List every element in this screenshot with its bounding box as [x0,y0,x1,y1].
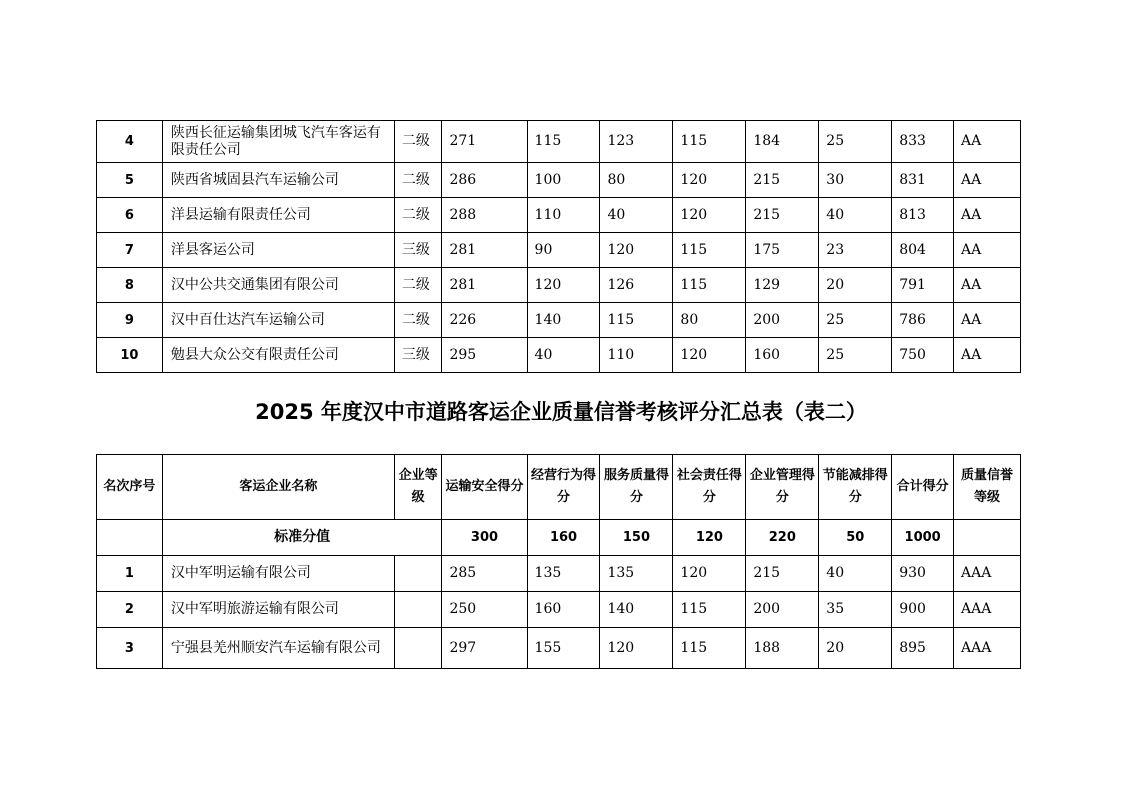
rank-cell: 6 [97,198,163,233]
management-score-cell: 129 [746,268,819,303]
management-score-cell: 175 [746,233,819,268]
score-table-continued [96,120,1021,373]
table-row [97,338,1021,373]
social-score-cell: 115 [673,268,746,303]
energy-score-cell: 25 [819,121,892,163]
table-row [97,556,1021,592]
standard-score-label: 标准分值 [162,520,442,556]
management-score-cell: 160 [746,338,819,373]
table-row [97,163,1021,198]
table2-body [97,455,1021,669]
service-score-cell: 80 [600,163,673,198]
header-safety: 运输安全得分 [442,455,527,520]
operation-score-cell: 100 [527,163,600,198]
social-score-cell: 80 [673,303,746,338]
management-score-cell: 215 [746,163,819,198]
rank-cell: 2 [97,592,163,628]
company-name-cell: 陕西省城固县汽车运输公司 [162,163,394,198]
level-cell: 二级 [394,303,442,338]
social-score-cell: 120 [673,338,746,373]
company-name-cell: 汉中百仕达汽车运输公司 [162,303,394,338]
header-service: 服务质量得分 [600,455,673,520]
level-cell: 二级 [394,198,442,233]
energy-score-cell: 25 [819,303,892,338]
grade-cell: AA [954,198,1021,233]
total-score-cell: 895 [892,628,954,669]
service-score-cell: 40 [600,198,673,233]
energy-score-cell: 35 [819,592,892,628]
header-management: 企业管理得分 [746,455,819,520]
level-cell: 三级 [394,338,442,373]
page-title: 2025 年度汉中市道路客运企业质量信誉考核评分汇总表（表二） [255,400,867,424]
standard-operation: 160 [527,520,600,556]
score-table-2 [96,454,1021,669]
operation-score-cell: 115 [527,121,600,163]
table-header-row [97,455,1021,520]
header-social: 社会责任得分 [673,455,746,520]
grade-cell: AAA [954,556,1021,592]
safety-score-cell: 288 [442,198,527,233]
safety-score-cell: 281 [442,268,527,303]
service-score-cell: 120 [600,233,673,268]
safety-score-cell: 271 [442,121,527,163]
header-operation: 经营行为得分 [527,455,600,520]
header-level: 企业等级 [394,455,442,520]
social-score-cell: 115 [673,592,746,628]
total-score-cell: 791 [892,268,954,303]
rank-cell: 9 [97,303,163,338]
total-score-cell: 813 [892,198,954,233]
grade-cell: AA [954,121,1021,163]
safety-score-cell: 285 [442,556,527,592]
safety-score-cell: 297 [442,628,527,669]
company-name-cell: 勉县大众公交有限责任公司 [162,338,394,373]
table-row [97,268,1021,303]
management-score-cell: 184 [746,121,819,163]
operation-score-cell: 160 [527,592,600,628]
empty-cell [97,520,163,556]
standard-score-row [97,520,1021,556]
table-row [97,628,1021,669]
operation-score-cell: 140 [527,303,600,338]
operation-score-cell: 155 [527,628,600,669]
service-score-cell: 110 [600,338,673,373]
rank-cell: 8 [97,268,163,303]
social-score-cell: 120 [673,556,746,592]
standard-total: 1000 [892,520,954,556]
social-score-cell: 115 [673,628,746,669]
grade-cell: AA [954,163,1021,198]
service-score-cell: 126 [600,268,673,303]
total-score-cell: 930 [892,556,954,592]
energy-score-cell: 20 [819,628,892,669]
total-score-cell: 900 [892,592,954,628]
safety-score-cell: 281 [442,233,527,268]
table-row [97,233,1021,268]
company-name-cell: 洋县运输有限责任公司 [162,198,394,233]
social-score-cell: 115 [673,233,746,268]
level-cell [394,556,442,592]
total-score-cell: 831 [892,163,954,198]
empty-cell [954,520,1021,556]
rank-cell: 3 [97,628,163,669]
grade-cell: AA [954,338,1021,373]
total-score-cell: 786 [892,303,954,338]
service-score-cell: 115 [600,303,673,338]
rank-cell: 10 [97,338,163,373]
safety-score-cell: 250 [442,592,527,628]
standard-management: 220 [746,520,819,556]
management-score-cell: 215 [746,198,819,233]
company-name-cell: 汉中军明旅游运输有限公司 [162,592,394,628]
safety-score-cell: 295 [442,338,527,373]
standard-service: 150 [600,520,673,556]
energy-score-cell: 20 [819,268,892,303]
energy-score-cell: 30 [819,163,892,198]
table-row [97,592,1021,628]
company-name-cell: 陕西长征运输集团城飞汽车客运有限责任公司 [162,121,394,163]
operation-score-cell: 110 [527,198,600,233]
level-cell: 二级 [394,163,442,198]
level-cell [394,592,442,628]
rank-cell: 1 [97,556,163,592]
total-score-cell: 833 [892,121,954,163]
energy-score-cell: 40 [819,198,892,233]
rank-cell: 7 [97,233,163,268]
operation-score-cell: 40 [527,338,600,373]
social-score-cell: 115 [673,121,746,163]
header-rank: 名次序号 [97,455,163,520]
table1-body [97,121,1021,373]
grade-cell: AA [954,268,1021,303]
operation-score-cell: 135 [527,556,600,592]
energy-score-cell: 40 [819,556,892,592]
grade-cell: AAA [954,592,1021,628]
service-score-cell: 123 [600,121,673,163]
social-score-cell: 120 [673,163,746,198]
header-grade: 质量信誉等级 [954,455,1021,520]
operation-score-cell: 120 [527,268,600,303]
header-company-name: 客运企业名称 [162,455,394,520]
level-cell: 二级 [394,268,442,303]
social-score-cell: 120 [673,198,746,233]
service-score-cell: 135 [600,556,673,592]
rank-cell: 5 [97,163,163,198]
company-name-cell: 宁强县羌州顺安汽车运输有限公司 [162,628,394,669]
level-cell [394,628,442,669]
management-score-cell: 200 [746,303,819,338]
rank-cell: 4 [97,121,163,163]
standard-safety: 300 [442,520,527,556]
level-cell: 二级 [394,121,442,163]
management-score-cell: 200 [746,592,819,628]
service-score-cell: 140 [600,592,673,628]
operation-score-cell: 90 [527,233,600,268]
management-score-cell: 215 [746,556,819,592]
table-row [97,198,1021,233]
standard-energy: 50 [819,520,892,556]
header-total: 合计得分 [892,455,954,520]
service-score-cell: 120 [600,628,673,669]
company-name-cell: 洋县客运公司 [162,233,394,268]
safety-score-cell: 286 [442,163,527,198]
total-score-cell: 750 [892,338,954,373]
management-score-cell: 188 [746,628,819,669]
header-energy: 节能减排得分 [819,455,892,520]
standard-social: 120 [673,520,746,556]
grade-cell: AA [954,233,1021,268]
grade-cell: AAA [954,628,1021,669]
company-name-cell: 汉中军明运输有限公司 [162,556,394,592]
grade-cell: AA [954,303,1021,338]
company-name-cell: 汉中公共交通集团有限公司 [162,268,394,303]
total-score-cell: 804 [892,233,954,268]
safety-score-cell: 226 [442,303,527,338]
table-row [97,303,1021,338]
level-cell: 三级 [394,233,442,268]
table-row [97,121,1021,163]
energy-score-cell: 25 [819,338,892,373]
energy-score-cell: 23 [819,233,892,268]
